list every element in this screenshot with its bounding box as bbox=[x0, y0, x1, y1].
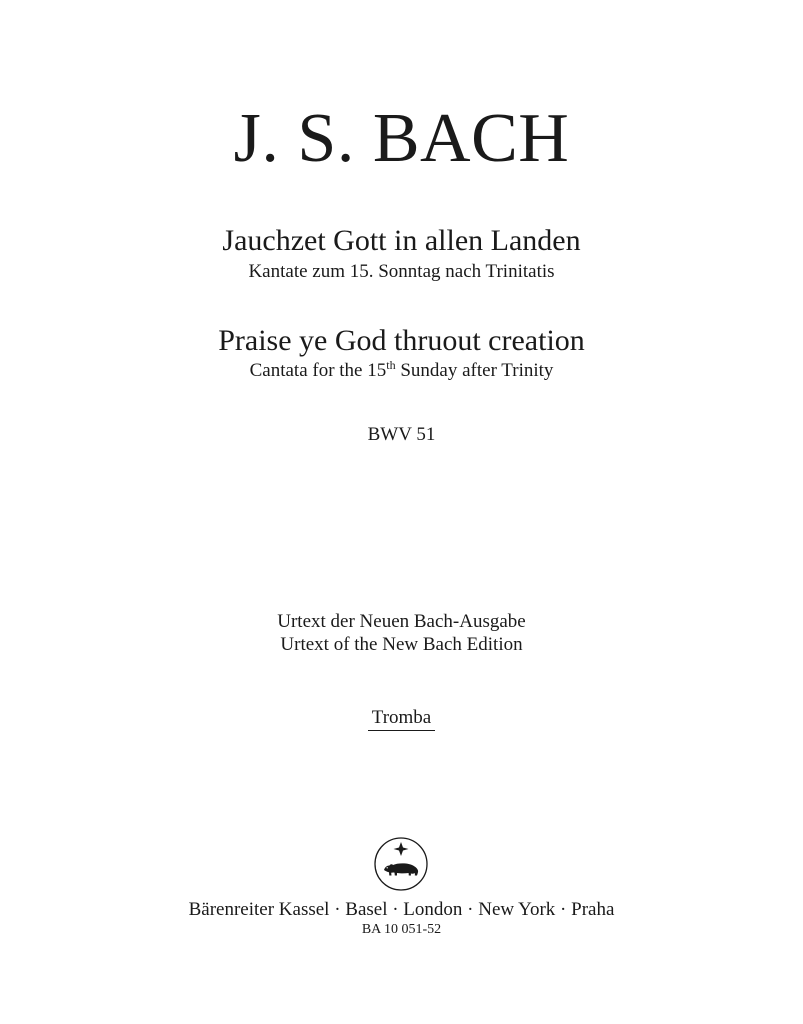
publisher-line: Bärenreiter Kassel · Basel · London · New York · Praha bbox=[188, 899, 615, 920]
subtitle-english bbox=[0, 358, 803, 381]
urtext-english: Urtext of the New Bach Edition bbox=[280, 634, 523, 655]
subtitle-german: Kantate zum 15. Sonntag nach Trinitatis bbox=[248, 261, 555, 282]
title-english: Praise ye God thruout creation bbox=[218, 324, 585, 357]
bwv-number: BWV 51 bbox=[367, 424, 436, 445]
subtitle-english-start: Cantata for the 15 bbox=[249, 360, 387, 381]
catalog-number: BA 10 051-52 bbox=[361, 922, 442, 937]
urtext-german: Urtext der Neuen Bach-Ausgabe bbox=[277, 611, 526, 632]
title-german: Jauchzet Gott in allen Landen bbox=[222, 224, 581, 257]
instrument-part bbox=[0, 708, 803, 731]
composer-name: J. S. BACH bbox=[233, 100, 570, 177]
instrument-label: Tromba bbox=[368, 708, 435, 731]
baerenreiter-bear-logo-icon bbox=[373, 836, 429, 892]
subtitle-english-end: Sunday after Trinity bbox=[395, 360, 554, 381]
subtitle-english-ordinal: th bbox=[386, 358, 396, 372]
